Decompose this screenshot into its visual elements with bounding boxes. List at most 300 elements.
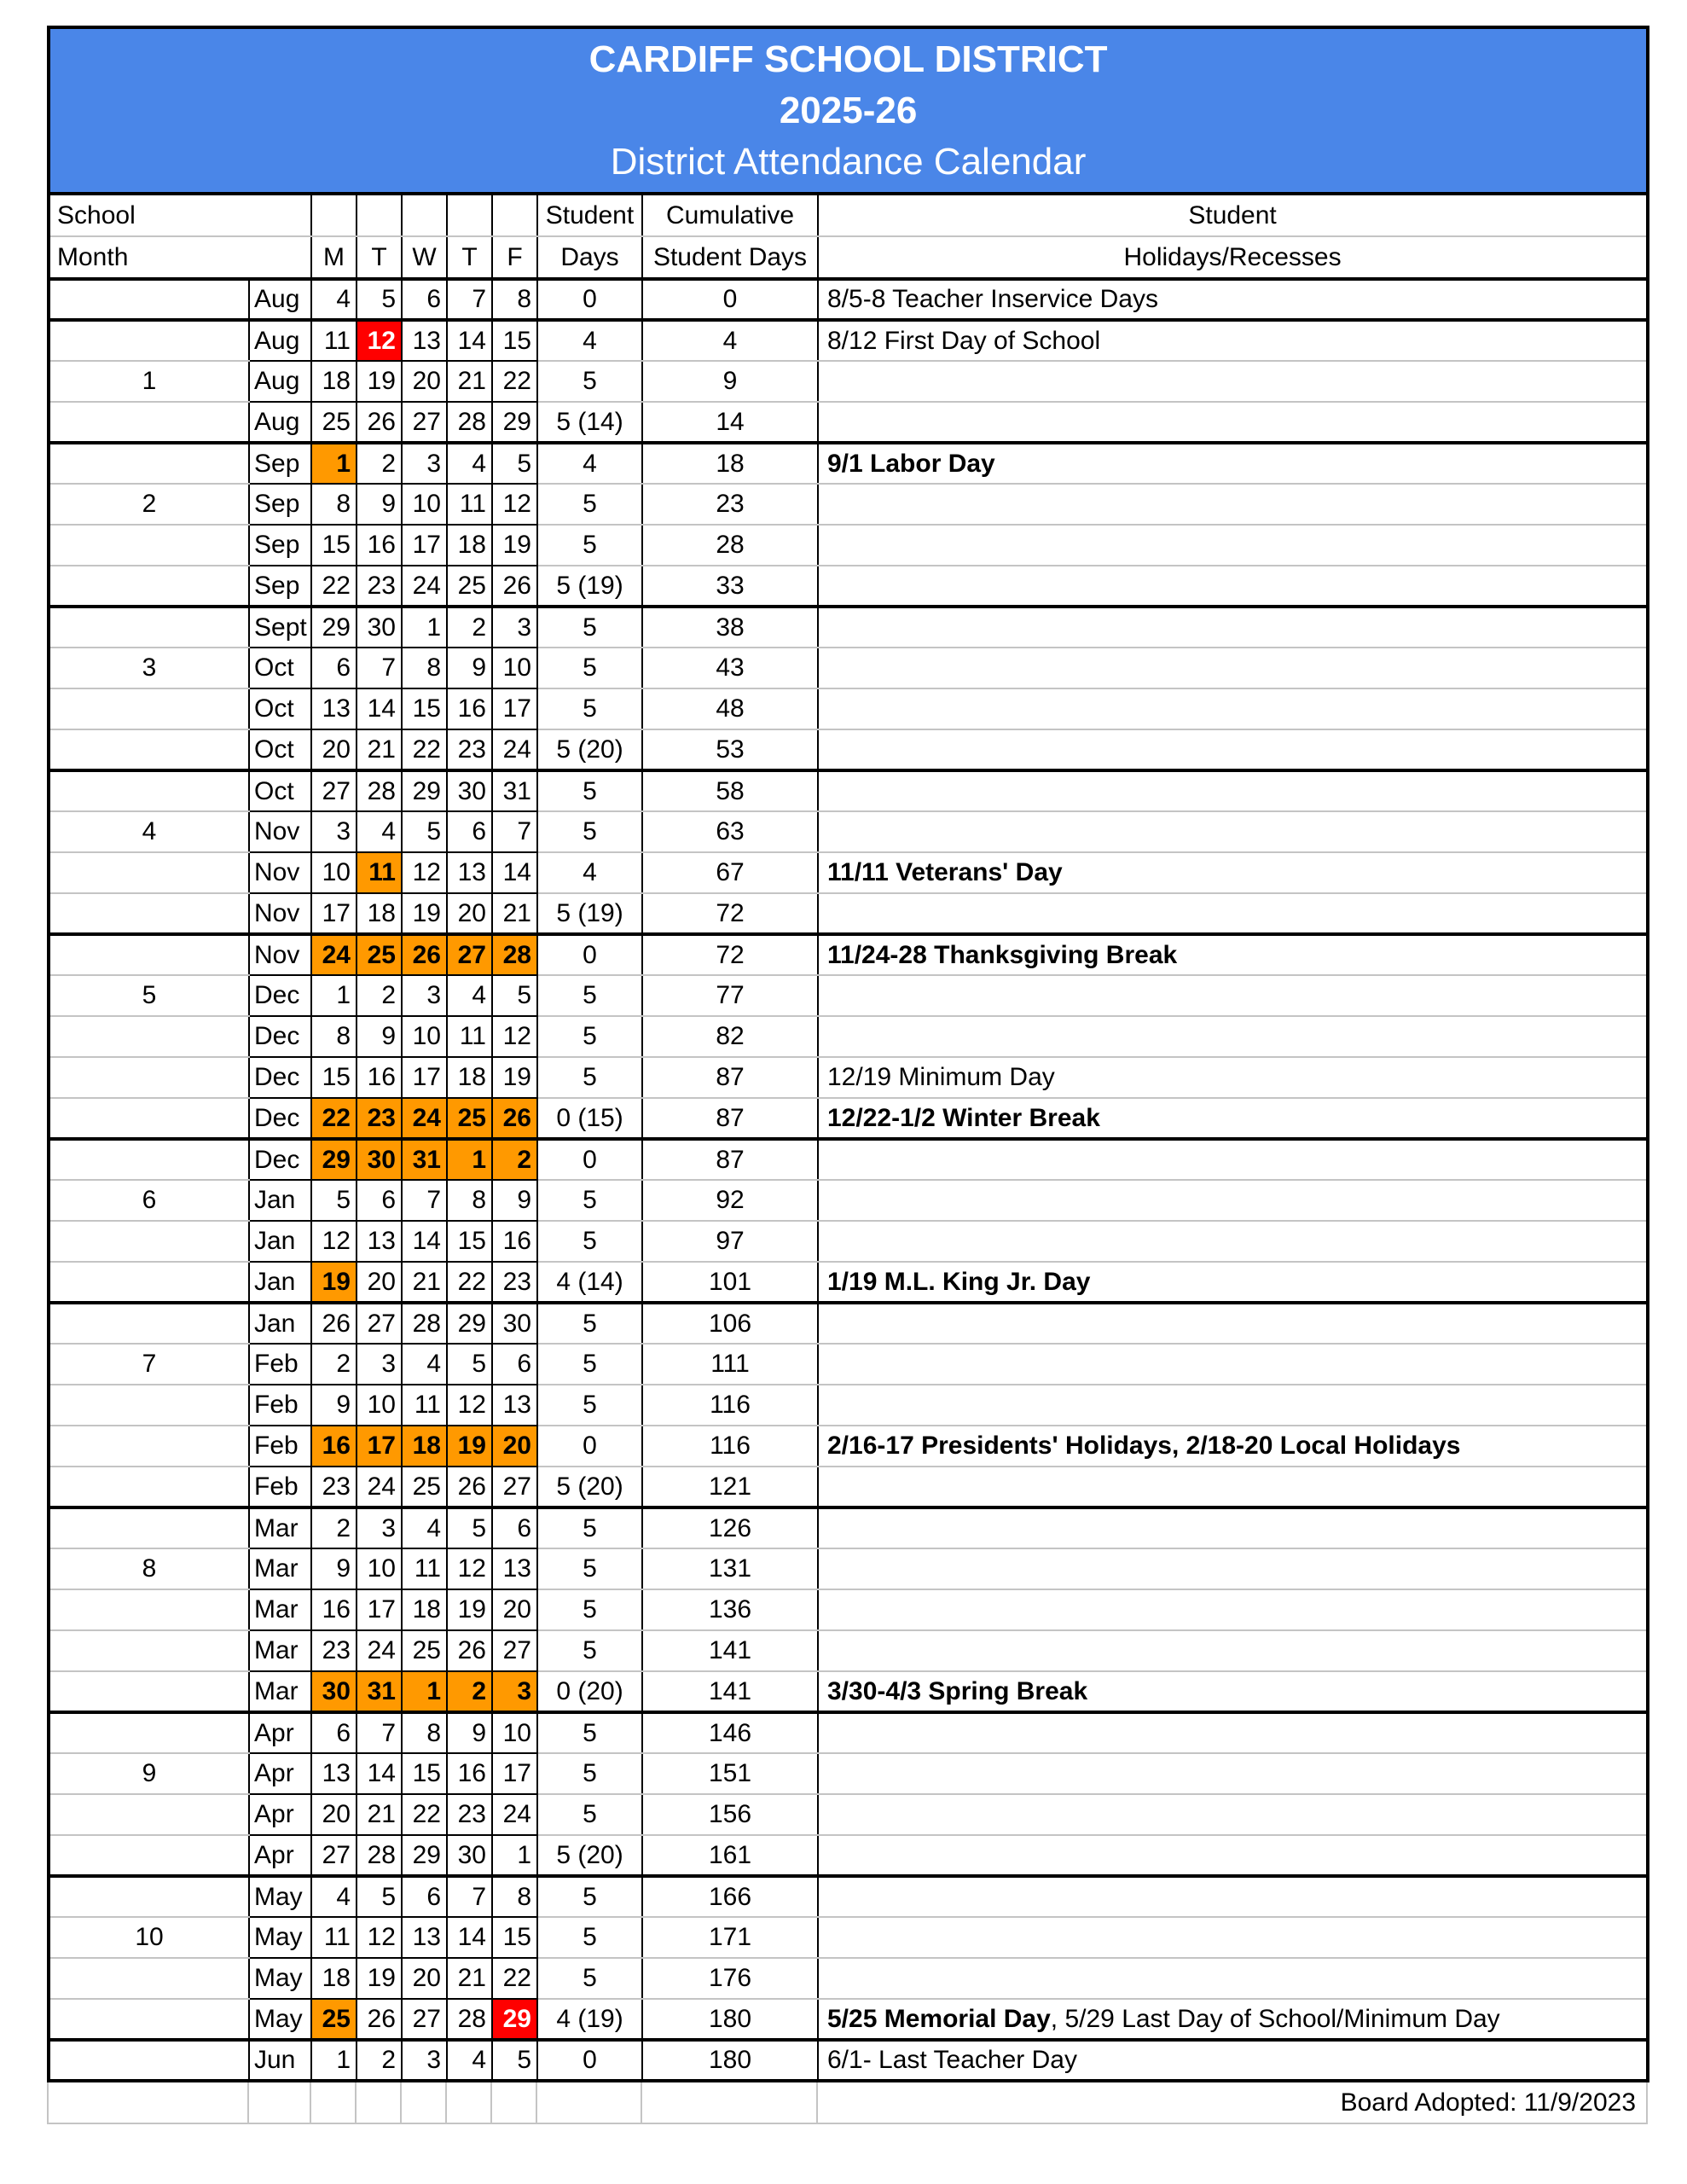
day-cell: 5 <box>492 2040 537 2081</box>
school-month-number-cell <box>49 688 249 729</box>
day-cell: 16 <box>447 1753 492 1794</box>
week-row <box>49 1098 1648 1139</box>
holiday-cell <box>818 525 1648 566</box>
school-month-number-cell <box>49 443 249 484</box>
day-cell: 17 <box>311 893 357 934</box>
day-cell: 13 <box>402 320 447 361</box>
holiday-cell <box>818 361 1648 402</box>
student-days-cell: 5 (19) <box>537 566 642 607</box>
month-cell: Feb <box>249 1426 311 1467</box>
holiday-cell <box>818 688 1648 729</box>
day-cell: 12 <box>357 1917 402 1958</box>
day-cell: 13 <box>311 688 357 729</box>
week-row <box>49 975 1648 1016</box>
cumulative-header-top: Cumulative <box>642 194 818 236</box>
day-cell-highlighted: 2 <box>492 1139 537 1180</box>
day-cell: 4 <box>357 811 402 852</box>
day-cell: 5 <box>357 279 402 320</box>
day-cell-highlighted: 1 <box>447 1139 492 1180</box>
day-cell-highlighted: 3 <box>492 1671 537 1712</box>
calendar-body <box>49 279 1648 2081</box>
day-cell: 28 <box>447 1999 492 2040</box>
month-cell: Dec <box>249 1016 311 1057</box>
month-cell: Mar <box>249 1630 311 1671</box>
day-cell: 2 <box>357 2040 402 2081</box>
holiday-cell <box>818 1507 1648 1548</box>
student-days-cell: 0 <box>537 1139 642 1180</box>
day-cell-highlighted: 25 <box>447 1098 492 1139</box>
cumulative-days-cell: 33 <box>642 566 818 607</box>
day-cell: 18 <box>402 1589 447 1630</box>
student-days-cell: 0 <box>537 934 642 975</box>
student-days-cell: 5 <box>537 1180 642 1221</box>
holiday-cell <box>818 934 1648 975</box>
month-cell: Nov <box>249 893 311 934</box>
day-cell-highlighted: 25 <box>311 1999 357 2040</box>
month-header-label: Month <box>49 236 311 279</box>
day-cell: 7 <box>447 1876 492 1917</box>
day-cell: 19 <box>402 893 447 934</box>
day-cell: 29 <box>311 607 357 648</box>
month-cell: Oct <box>249 770 311 811</box>
holiday-cell <box>818 1139 1648 1180</box>
month-cell: May <box>249 1999 311 2040</box>
day-cell: 6 <box>311 648 357 688</box>
week-row <box>49 1507 1648 1548</box>
day-cell: 7 <box>357 648 402 688</box>
holiday-cell <box>818 1180 1648 1221</box>
day-cell: 28 <box>447 402 492 443</box>
holiday-cell <box>818 1385 1648 1426</box>
week-row <box>49 770 1648 811</box>
student-days-cell: 5 <box>537 1221 642 1262</box>
day-cell: 13 <box>357 1221 402 1262</box>
day-cell: 19 <box>357 361 402 402</box>
holiday-cell <box>818 811 1648 852</box>
school-month-number-cell <box>49 934 249 975</box>
cumulative-days-cell: 180 <box>642 1999 818 2040</box>
student-days-cell: 0 <box>537 279 642 320</box>
day-cell: 29 <box>492 402 537 443</box>
day-cell: 20 <box>311 1794 357 1835</box>
day-cell: 3 <box>402 2040 447 2081</box>
month-cell: Nov <box>249 811 311 852</box>
day-cell: 27 <box>357 1303 402 1344</box>
week-row <box>49 811 1648 852</box>
day-cell: 7 <box>402 1180 447 1221</box>
day-cell: 24 <box>492 729 537 770</box>
footer-cell <box>491 2082 536 2123</box>
day-header-spacer <box>447 194 492 236</box>
day-cell: 8 <box>311 484 357 525</box>
calendar-subtitle: District Attendance Calendar <box>610 140 1087 183</box>
day-cell: 9 <box>311 1548 357 1589</box>
day-cell-highlighted: 26 <box>492 1098 537 1139</box>
holiday-cell <box>818 1917 1648 1958</box>
student-days-cell: 0 (20) <box>537 1671 642 1712</box>
student-days-cell: 5 <box>537 1753 642 1794</box>
day-cell: 2 <box>357 975 402 1016</box>
day-header-spacer <box>311 194 357 236</box>
day-cell: 17 <box>402 1057 447 1098</box>
day-cell: 10 <box>402 1016 447 1057</box>
day-cell: 4 <box>311 1876 357 1917</box>
school-month-number-cell <box>49 1589 249 1630</box>
school-month-number-cell <box>49 1016 249 1057</box>
student-days-cell: 5 <box>537 361 642 402</box>
day-cell: 30 <box>357 607 402 648</box>
day-cell: 25 <box>311 402 357 443</box>
school-month-number-cell: 3 <box>49 648 249 688</box>
day-cell: 3 <box>311 811 357 852</box>
day-cell: 27 <box>402 402 447 443</box>
month-cell: Aug <box>249 402 311 443</box>
week-row <box>49 1589 1648 1630</box>
school-month-number-cell <box>49 729 249 770</box>
cumulative-header-bottom: Student Days <box>642 236 818 279</box>
holiday-cell <box>818 402 1648 443</box>
holiday-text: 9/1 Labor Day <box>827 449 995 478</box>
day-cell: 22 <box>492 361 537 402</box>
day-cell: 2 <box>311 1507 357 1548</box>
school-month-number-cell <box>49 893 249 934</box>
day-cell: 9 <box>311 1385 357 1426</box>
header-row-bottom <box>49 236 1648 279</box>
week-row <box>49 893 1648 934</box>
school-month-number-cell: 1 <box>49 361 249 402</box>
holiday-cell <box>818 443 1648 484</box>
month-cell: Oct <box>249 648 311 688</box>
holiday-cell <box>818 320 1648 361</box>
holiday-cell <box>818 566 1648 607</box>
week-row <box>49 1794 1648 1835</box>
day-cell: 11 <box>447 1016 492 1057</box>
holiday-cell <box>818 729 1648 770</box>
day-cell-highlighted: 30 <box>357 1139 402 1180</box>
day-cell: 29 <box>447 1303 492 1344</box>
holiday-cell <box>818 1671 1648 1712</box>
month-cell: Aug <box>249 279 311 320</box>
day-cell: 13 <box>492 1548 537 1589</box>
student-days-cell: 4 (14) <box>537 1262 642 1303</box>
month-cell: Mar <box>249 1589 311 1630</box>
day-cell: 8 <box>402 648 447 688</box>
student-days-cell: 5 <box>537 525 642 566</box>
day-cell: 15 <box>492 320 537 361</box>
school-month-number-cell <box>49 2040 249 2081</box>
week-row <box>49 1630 1648 1671</box>
school-month-number-cell <box>49 1385 249 1426</box>
day-cell: 10 <box>311 852 357 893</box>
month-cell: Jan <box>249 1221 311 1262</box>
day-cell: 7 <box>357 1712 402 1753</box>
student-days-header-bottom: Days <box>537 236 642 279</box>
month-cell: Apr <box>249 1712 311 1753</box>
holiday-cell <box>818 1426 1648 1467</box>
student-days-cell: 5 <box>537 1794 642 1835</box>
month-cell: May <box>249 1958 311 1999</box>
day-cell-highlighted: 1 <box>402 1671 447 1712</box>
cumulative-days-cell: 151 <box>642 1753 818 1794</box>
school-month-number-cell <box>49 1876 249 1917</box>
footer-cell <box>536 2082 641 2123</box>
school-month-number-cell <box>49 1630 249 1671</box>
day-cell: 9 <box>447 648 492 688</box>
day-cell: 6 <box>402 279 447 320</box>
student-days-cell: 0 (15) <box>537 1098 642 1139</box>
day-cell: 26 <box>311 1303 357 1344</box>
header-row-top <box>49 194 1648 236</box>
day-cell: 5 <box>311 1180 357 1221</box>
day-cell: 28 <box>357 1835 402 1876</box>
cumulative-days-cell: 9 <box>642 361 818 402</box>
day-cell: 28 <box>357 770 402 811</box>
week-row <box>49 279 1648 320</box>
week-row <box>49 525 1648 566</box>
day-cell: 2 <box>357 443 402 484</box>
day-cell: 3 <box>492 607 537 648</box>
week-row <box>49 1344 1648 1385</box>
day-cell: 23 <box>311 1467 357 1507</box>
day-cell: 11 <box>402 1548 447 1589</box>
month-cell: Sep <box>249 484 311 525</box>
day-cell: 4 <box>311 279 357 320</box>
school-month-number-cell <box>49 402 249 443</box>
day-cell: 23 <box>357 566 402 607</box>
school-month-number-cell <box>49 1303 249 1344</box>
day-cell: 13 <box>402 1917 447 1958</box>
day-cell: 27 <box>311 770 357 811</box>
month-cell: May <box>249 1876 311 1917</box>
day-cell: 23 <box>447 1794 492 1835</box>
day-cell: 15 <box>447 1221 492 1262</box>
day-cell: 25 <box>402 1467 447 1507</box>
student-days-cell: 5 (14) <box>537 402 642 443</box>
day-header-spacer <box>357 194 402 236</box>
week-row <box>49 852 1648 893</box>
day-cell: 4 <box>402 1507 447 1548</box>
day-cell: 20 <box>447 893 492 934</box>
day-cell: 12 <box>492 484 537 525</box>
day-cell: 1 <box>492 1835 537 1876</box>
month-cell: Sep <box>249 525 311 566</box>
holiday-cell <box>818 1344 1648 1385</box>
school-month-number-cell: 5 <box>49 975 249 1016</box>
day-cell: 12 <box>402 852 447 893</box>
day-cell: 27 <box>492 1467 537 1507</box>
day-cell: 16 <box>447 688 492 729</box>
holiday-cell <box>818 648 1648 688</box>
cumulative-days-cell: 0 <box>642 279 818 320</box>
month-cell: Jun <box>249 2040 311 2081</box>
student-days-cell: 5 <box>537 1630 642 1671</box>
month-cell: Feb <box>249 1385 311 1426</box>
student-days-cell: 5 <box>537 1958 642 1999</box>
weekday-header-friday: F <box>492 236 537 279</box>
school-month-number-cell <box>49 1426 249 1467</box>
student-days-cell: 5 <box>537 607 642 648</box>
holiday-text: 12/22-1/2 Winter Break <box>827 1103 1100 1132</box>
cumulative-days-cell: 53 <box>642 729 818 770</box>
attendance-calendar-sheet <box>47 26 1646 2124</box>
day-cell: 15 <box>402 1753 447 1794</box>
week-row <box>49 1180 1648 1221</box>
school-month-number-cell: 10 <box>49 1917 249 1958</box>
holiday-cell <box>818 1589 1648 1630</box>
cumulative-days-cell: 72 <box>642 934 818 975</box>
day-cell-highlighted: 19 <box>311 1262 357 1303</box>
week-row <box>49 566 1648 607</box>
holiday-cell <box>818 1958 1648 1999</box>
day-cell: 24 <box>357 1630 402 1671</box>
school-month-number-cell <box>49 320 249 361</box>
day-cell: 5 <box>447 1344 492 1385</box>
month-cell: Aug <box>249 320 311 361</box>
day-cell: 3 <box>402 443 447 484</box>
cumulative-days-cell: 126 <box>642 1507 818 1548</box>
day-cell: 3 <box>402 975 447 1016</box>
day-cell: 1 <box>311 2040 357 2081</box>
student-days-cell: 5 (20) <box>537 1835 642 1876</box>
day-cell: 15 <box>402 688 447 729</box>
day-cell: 18 <box>447 1057 492 1098</box>
day-cell: 5 <box>492 443 537 484</box>
day-cell: 16 <box>357 525 402 566</box>
day-cell: 18 <box>311 361 357 402</box>
day-cell: 20 <box>402 361 447 402</box>
day-header-spacer <box>492 194 537 236</box>
holiday-text: 2/16-17 Presidents' Holidays, 2/18-20 Local Holidays <box>827 1432 1461 1460</box>
day-cell: 6 <box>492 1344 537 1385</box>
month-cell: Oct <box>249 729 311 770</box>
holiday-text: 1/19 M.L. King Jr. Day <box>827 1267 1091 1296</box>
student-days-cell: 5 (20) <box>537 729 642 770</box>
day-cell: 12 <box>447 1385 492 1426</box>
day-cell: 26 <box>357 1999 402 2040</box>
title-row <box>49 27 1648 194</box>
day-cell: 21 <box>357 729 402 770</box>
day-cell: 5 <box>402 811 447 852</box>
day-cell: 17 <box>492 688 537 729</box>
student-days-cell: 4 (19) <box>537 1999 642 2040</box>
cumulative-days-cell: 18 <box>642 443 818 484</box>
student-days-cell: 0 <box>537 1426 642 1467</box>
day-cell: 13 <box>311 1753 357 1794</box>
month-cell: Mar <box>249 1548 311 1589</box>
student-days-cell: 5 <box>537 1589 642 1630</box>
school-month-number-cell <box>49 1507 249 1548</box>
day-cell: 9 <box>357 484 402 525</box>
day-cell: 26 <box>492 566 537 607</box>
day-cell: 2 <box>311 1344 357 1385</box>
day-cell-highlighted: 27 <box>447 934 492 975</box>
week-row <box>49 1999 1648 2040</box>
day-cell: 14 <box>447 1917 492 1958</box>
day-cell: 20 <box>492 1589 537 1630</box>
day-cell: 17 <box>402 525 447 566</box>
week-row <box>49 1016 1648 1057</box>
month-cell: Mar <box>249 1507 311 1548</box>
day-cell: 21 <box>402 1262 447 1303</box>
school-month-number-cell: 8 <box>49 1548 249 1589</box>
day-cell: 21 <box>492 893 537 934</box>
cumulative-days-cell: 97 <box>642 1221 818 1262</box>
school-month-number-cell <box>49 607 249 648</box>
day-cell: 14 <box>492 852 537 893</box>
cumulative-days-cell: 156 <box>642 1794 818 1835</box>
day-cell: 12 <box>447 1548 492 1589</box>
day-cell: 8 <box>447 1180 492 1221</box>
day-cell: 11 <box>447 484 492 525</box>
footer-strip <box>47 2082 1648 2124</box>
student-days-cell: 5 <box>537 1057 642 1098</box>
day-cell-highlighted: 29 <box>492 1999 537 2040</box>
holidays-header-top: Student <box>818 194 1648 236</box>
week-row <box>49 484 1648 525</box>
month-cell: Sept <box>249 607 311 648</box>
school-month-number-cell <box>49 525 249 566</box>
day-cell: 11 <box>402 1385 447 1426</box>
month-cell: Apr <box>249 1794 311 1835</box>
day-cell-highlighted: 30 <box>311 1671 357 1712</box>
day-cell-highlighted: 25 <box>357 934 402 975</box>
month-cell: Apr <box>249 1835 311 1876</box>
holiday-text: , 5/29 Last Day of School/Minimum Day <box>1050 2004 1500 2033</box>
day-cell: 10 <box>492 1712 537 1753</box>
day-cell: 8 <box>402 1712 447 1753</box>
day-cell-highlighted: 19 <box>447 1426 492 1467</box>
day-cell: 18 <box>357 893 402 934</box>
student-days-cell: 4 <box>537 443 642 484</box>
week-row <box>49 1876 1648 1917</box>
cumulative-days-cell: 176 <box>642 1958 818 1999</box>
month-cell: Nov <box>249 934 311 975</box>
day-cell: 6 <box>311 1712 357 1753</box>
day-cell: 2 <box>447 607 492 648</box>
day-cell: 25 <box>402 1630 447 1671</box>
day-cell: 21 <box>447 361 492 402</box>
school-month-number-cell <box>49 1794 249 1835</box>
day-cell: 3 <box>357 1507 402 1548</box>
cumulative-days-cell: 116 <box>642 1426 818 1467</box>
week-row <box>49 1221 1648 1262</box>
week-row <box>49 320 1648 361</box>
day-cell: 16 <box>357 1057 402 1098</box>
week-row <box>49 1262 1648 1303</box>
month-cell: Aug <box>249 361 311 402</box>
cumulative-days-cell: 58 <box>642 770 818 811</box>
month-cell: Dec <box>249 1139 311 1180</box>
day-cell: 10 <box>492 648 537 688</box>
footer-cell <box>310 2082 356 2123</box>
school-month-number-cell: 6 <box>49 1180 249 1221</box>
day-cell: 14 <box>447 320 492 361</box>
day-cell-highlighted: 23 <box>357 1098 402 1139</box>
day-cell: 23 <box>447 729 492 770</box>
cumulative-days-cell: 131 <box>642 1548 818 1589</box>
school-month-number-cell <box>49 1712 249 1753</box>
day-cell-highlighted: 22 <box>311 1098 357 1139</box>
week-row <box>49 648 1648 688</box>
week-row <box>49 1139 1648 1180</box>
day-cell: 11 <box>311 1917 357 1958</box>
week-row <box>49 1917 1648 1958</box>
cumulative-days-cell: 141 <box>642 1671 818 1712</box>
holiday-cell <box>818 2040 1648 2081</box>
school-month-number-cell <box>49 1958 249 1999</box>
week-row <box>49 1057 1648 1098</box>
month-cell: Feb <box>249 1467 311 1507</box>
